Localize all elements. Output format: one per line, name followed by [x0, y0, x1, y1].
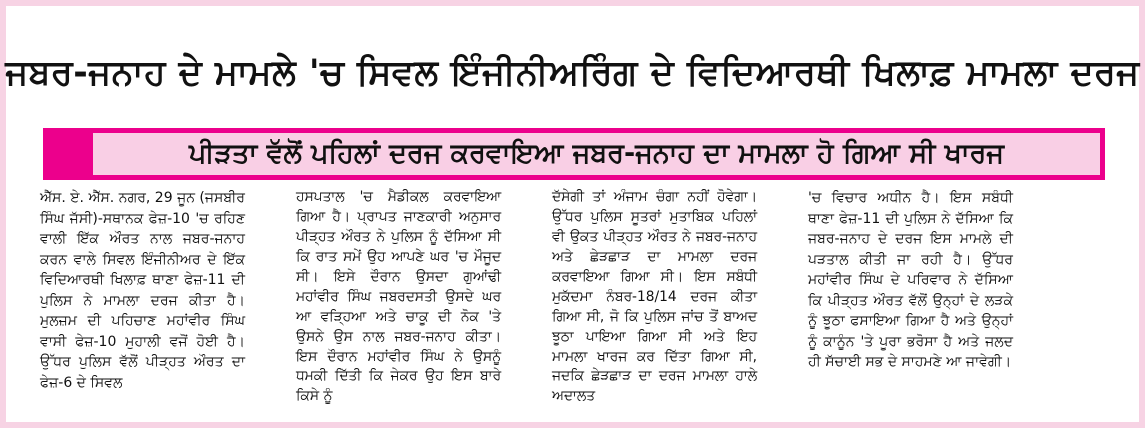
article-column-2 [296, 188, 501, 408]
headline: ਜਬਰ-ਜਨਾਹ ਦੇ ਮਾਮਲੇ 'ਚ ਸਿਵਲ ਇੰਜੀਨੀਅਰਿੰਗ ਦੇ ਵਿਦਿਆਰਥੀ ਖਿਲਾਫ਼ ਮਾਮਲਾ ਦਰਜ [5, 53, 1140, 93]
article-columns [40, 188, 1113, 408]
article-column-1 [40, 188, 245, 408]
column-4-text: 'ਚ ਵਿਚਾਰ ਅਧੀਨ ਹੈ। ਇਸ ਸਬੰਧੀ ਥਾਣਾ ਫੇਜ਼-11 ਦੀ ਪੁਲਿਸ ਨੇ ਦੱਸਿਆ ਕਿ ਜਬਰ-ਜਨਾਹ ਦੇ ਦਰਜ ਇਸ ਮਾਮਲੇ ਦੀ ਪੜਤਾਲ ਕੀਤੀ ਜਾ ਰਹੀ ਹੈ। ਉੱਧਰ ਮਹਾਂਵੀਰ ਸਿੰਘ ਦੇ ਪਰਿਵਾਰ ਨੇ ਦੱਸਿਆ ਕਿ ਪੀੜ੍ਹਤ ਔਰਤ ਵੱਲੋਂ ਉਨ੍ਹਾਂ ਦੇ ਲੜਕੇ ਨੂੰ ਝੂਠਾ ਫਸਾਇਆ ਗਿਆ ਹੈ ਅਤੇ ਉਨ੍ਹਾਂ ਨੂੰ ਕਾਨੂੰਨ 'ਤੇ ਪੂਰਾ ਭਰੋਸਾ ਹੈ ਅਤੇ ਜਲਦ ਹੀ ਸੱਚਾਈ ਸਭ ਦੇ ਸਾਹਮਣੇ ਆ ਜਾਵੇਗੀ। [808, 190, 1013, 370]
column-2-text: ਹਸਪਤਾਲ 'ਚ ਮੈਡੀਕਲ ਕਰਵਾਇਆ ਗਿਆ ਹੈ। ਪ੍ਰਾਪਤ ਜਾਣਕਾਰੀ ਅਨੁਸਾਰ ਪੀੜ੍ਹਤ ਔਰਤ ਨੇ ਪੁਲਿਸ ਨੂੰ ਦੱਸਿਆ ਸੀ ਕਿ ਰਾਤ ਸਮੇਂ ਉਹ ਆਪਣੇ ਘਰ 'ਚ ਮੌਜੂਦ ਸੀ। ਇਸੇ ਦੌਰਾਨ ਉਸਦਾ ਗੁਆਂਢੀ ਮਹਾਂਵੀਰ ਸਿੰਘ ਜਬਰਦਸਤੀ ਉਸਦੇ ਘਰ ਆ ਵੜ੍ਹਿਆ ਅਤੇ ਚਾਕੂ ਦੀ ਨੋਕ 'ਤੇ ਉਸਨੇ ਉਸ ਨਾਲ ਜਬਰ-ਜਨਾਹ ਕੀਤਾ। ਇਸ ਦੌਰਾਨ ਮਹਾਂਵੀਰ ਸਿੰਘ ਨੇ ਉਸਨੂੰ ਧਮਕੀ ਦਿੱਤੀ ਕਿ ਜੇਕਰ ਉਹ ਇਸ ਬਾਰੇ ਕਿਸੇ ਨੂੰ [296, 189, 501, 405]
subheadline-bar [43, 128, 1105, 180]
subheadline: ਪੀੜਤਾ ਵੱਲੋਂ ਪਹਿਲਾਂ ਦਰਜ ਕਰਵਾਇਆ ਜਬਰ-ਜਨਾਹ ਦਾ ਮਾਮਲਾ ਹੋ ਗਿਆ ਸੀ ਖਾਰਜ [93, 133, 1100, 175]
article-column-3 [552, 188, 757, 408]
column-1-text: ਐੱਸ. ਏ. ਐੱਸ. ਨਗਰ, 29 ਜੂਨ (ਜਸਬੀਰ ਸਿੰਘ ਜੱਸੀ)-ਸਥਾਨਕ ਫੇਜ਼-10 'ਚ ਰਹਿਣ ਵਾਲੀ ਇੱਕ ਔਰਤ ਨਾਲ ਜਬਰ-ਜਨਾਹ ਕਰਨ ਵਾਲੇ ਸਿਵਲ ਇੰਜੀਨੀਅਰ ਦੇ ਇੱਕ ਵਿਦਿਆਰਥੀ ਖਿਲਾਫ਼ ਥਾਣਾ ਫੇਜ਼-11 ਦੀ ਪੁਲਿਸ ਨੇ ਮਾਮਲਾ ਦਰਜ ਕੀਤਾ ਹੈ। ਮੁਲਜ਼ਮ ਦੀ ਪਹਿਚਾਣ ਮਹਾਂਵੀਰ ਸਿੰਘ ਵਾਸੀ ਫੇਜ਼-10 ਮੁਹਾਲੀ ਵਜੋਂ ਹੋਈ ਹੈ। ਉੱਧਰ ਪੁਲਿਸ ਵੱਲੋਂ ਪੀੜ੍ਹਤ ਔਰਤ ਦਾ ਫੇਜ਼-6 ਦੇ ਸਿਵਲ [40, 190, 245, 391]
column-3-text: ਦੱਸੇਗੀ ਤਾਂ ਅੰਜਾਮ ਚੰਗਾ ਨਹੀਂ ਹੋਵੇਗਾ। ਉੱਧਰ ਪੁਲਿਸ ਸੂਤਰਾਂ ਮੁਤਾਬਿਕ ਪਹਿਲਾਂ ਵੀ ਉਕਤ ਪੀੜ੍ਹਤ ਔਰਤ ਨੇ ਜਬਰ-ਜਨਾਹ ਅਤੇ ਛੇੜਛਾੜ ਦਾ ਮਾਮਲਾ ਦਰਜ ਕਰਵਾਇਆ ਗਿਆ ਸੀ। ਇਸ ਸਬੰਧੀ ਮੁਕੱਦਮਾ ਨੰਬਰ-18/14 ਦਰਜ ਕੀਤਾ ਗਿਆ ਸੀ, ਜੋ ਕਿ ਪੁਲਿਸ ਜਾਂਚ ਤੋਂ ਬਾਅਦ ਝੂਠਾ ਪਾਇਆ ਗਿਆ ਸੀ ਅਤੇ ਇਹ ਮਾਮਲਾ ਖਾਰਜ ਕਰ ਦਿੱਤਾ ਗਿਆ ਸੀ, ਜਦਕਿ ਛੇੜਛਾੜ ਦਾ ਦਰਜ ਮਾਮਲਾ ਹਾਲੇ ਅਦਾਲਤ [552, 189, 757, 405]
article-column-4 [808, 188, 1013, 408]
